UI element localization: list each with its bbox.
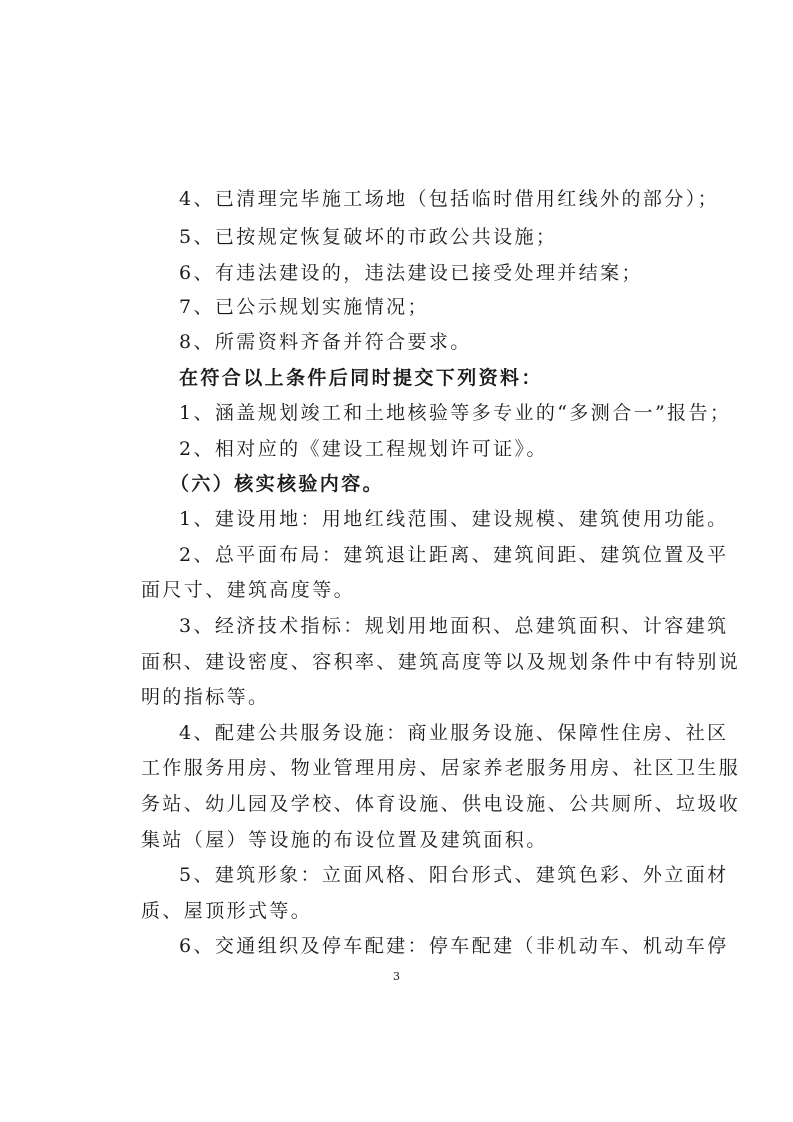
content-item-2-line-1: 2、总平面布局：建筑退让距离、建筑间距、建筑位置及平 — [179, 544, 729, 566]
material-item-2: 2、相对应的《建设工程规划许可证》。 — [179, 438, 548, 460]
content-item-4-line-1: 4、配建公共服务设施：商业服务设施、保障性住房、社区 — [179, 722, 729, 744]
content-item-5-line-1: 5、建筑形象：立面风格、阳台形式、建筑色彩、外立面材 — [179, 864, 729, 886]
content-item-5-line-2: 质、屋顶形式等。 — [141, 900, 313, 922]
condition-item-5: 5、已按规定恢复破坏的市政公共设施； — [179, 226, 558, 248]
content-item-1: 1、建设用地：用地红线范围、建设规模、建筑使用功能。 — [179, 508, 729, 530]
page-number: 3 — [393, 970, 400, 983]
content-item-3-line-2: 面积、建设密度、容积率、建筑高度等以及规划条件中有特别说 — [141, 651, 741, 673]
section-heading: （六）核实核验内容。 — [170, 473, 385, 495]
condition-item-6: 6、有违法建设的，违法建设已接受处理并结案； — [179, 262, 643, 284]
content-item-4-line-4: 集站（屋）等设施的布设位置及建筑面积。 — [141, 829, 548, 851]
content-item-3-line-1: 3、经济技术指标：规划用地面积、总建筑面积、计容建筑 — [179, 615, 729, 637]
condition-item-4: 4、已清理完毕施工场地（包括临时借用红线外的部分）； — [179, 188, 719, 210]
submit-materials-heading: 在符合以上条件后同时提交下列资料： — [179, 367, 543, 389]
content-item-4-line-2: 工作服务用房、物业管理用房、居家养老服务用房、社区卫生服 — [141, 757, 741, 779]
material-item-1: 1、涵盖规划竣工和土地核验等多专业的“多测合一”报告； — [179, 402, 732, 424]
content-item-4-line-3: 务站、幼儿园及学校、体育设施、供电设施、公共厕所、垃圾收 — [141, 793, 741, 815]
content-item-6-line-1: 6、交通组织及停车配建：停车配建（非机动车、机动车停 — [179, 935, 729, 957]
content-item-2-line-2: 面尺寸、建筑高度等。 — [141, 579, 356, 601]
content-item-3-line-3: 明的指标等。 — [141, 686, 270, 708]
condition-item-7: 7、已公示规划实施情况； — [179, 296, 429, 318]
condition-item-8: 8、所需资料齐备并符合要求。 — [179, 331, 472, 353]
